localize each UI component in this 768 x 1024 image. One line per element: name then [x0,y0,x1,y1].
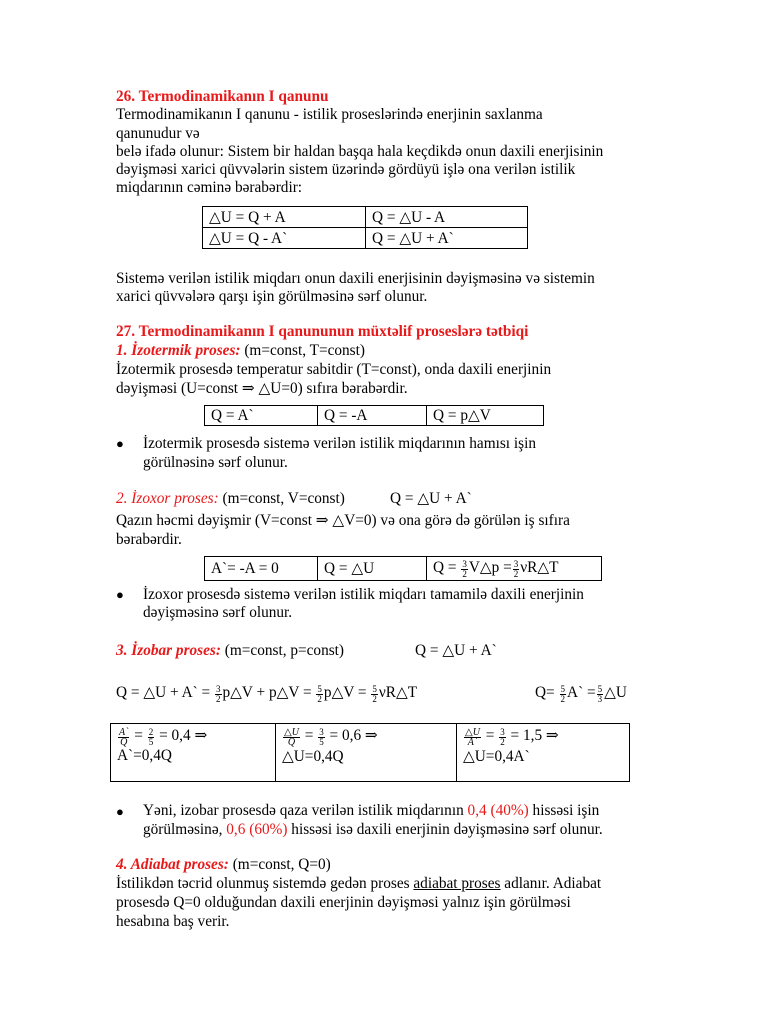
p2-heading [116,490,345,508]
p4-heading [116,856,331,874]
fraction: $\frac{5}{3}$ [597,684,603,704]
s26-line-1: Termodinamikanın I qanunu - istilik proseslərində enerjinin saxlanma [116,106,543,123]
p2-cond: (m=const, V=const) [218,490,345,507]
fraction: $\frac{5}{2}$ [560,684,566,704]
p3-bullet-2: görülməsinə, 0,6 (60%) hissəsi isə daxili enerjinin dəyişməsinə sərf olunur. [143,821,603,838]
isochoric-table [204,556,602,581]
bullet-icon: ● [116,587,124,602]
fraction: $\frac{5}{2}$ [372,684,377,704]
isothermal-table [204,405,544,426]
p2-line-2: bərabərdir. [116,531,182,548]
p3-head: 3. İzobar proses: [116,642,221,659]
fraction: $\frac{3}{2}$ [462,559,467,579]
p4-line-1: İstilikdən təcrid olunmuş sistemdə gedən proses adiabat proses adlanır. Adiabat [116,875,602,892]
isochoric-formula-cell: Q = $\frac{3}{2}$ V△p = $\frac{3}{2}$ νR△T [427,557,602,581]
p3-cond: (m=const, p=const) [220,642,345,659]
first-law-cell: △U = Q + A [203,207,366,228]
first-law-cell: Q = △U + A` [366,228,528,249]
p1-bullet-2: görülnəsinə sərf olunur. [143,454,288,471]
first-law-cell: △U = Q - A` [203,228,366,249]
p1-heading [116,342,365,360]
p3-heading [116,642,344,660]
p4-head: 4. Adiabat proses: [116,856,229,873]
p3-equation: Q = △U + A` = $\frac{3}{2}$ p△V + p△V = $\frac{5}{2}$ p△V = $\frac{5}{2}$ νR△T [116,684,418,704]
first-law-table [202,206,528,249]
isothermal-cell: Q = A` [205,406,318,426]
p2-bullet-1: İzoxor prosesdə sistemə verilən istilik miqdarı tamamilə daxili enerjinin [143,586,584,603]
p2-bullet-2: dəyişməsinə sərf olunur. [143,604,293,621]
p1-cond: (m=const, T=const) [240,342,365,359]
bullet-icon: ● [116,436,124,451]
fraction: $\frac{3}{2}$ [216,684,221,704]
s26-line-3: belə ifadə olunur: Sistem bir haldan başqa hala keçdikdə onun daxili enerjisinin [116,143,604,160]
section-27-title: 27. Termodinamikanın I qanununun müxtəlif proseslərə tətbiqi [116,323,529,340]
s26-line-5: miqdarının cəminə bərabərdir: [116,179,303,196]
p4-cond: (m=const, Q=0) [228,856,331,873]
p1-line-1: İzotermik prosesdə temperatur sabitdir (T=const), onda daxili enerjinin [116,361,552,378]
ratio-cell: $\frac{A`}{Q}$ = $\frac{2}{5}$ = 0,4 ⇒ A`=0,4Q [111,724,276,782]
p2-formula: Q = △U + A` [390,490,472,507]
p2-line-1: Qazın həcmi dəyişmir (V=const ⇒ △V=0) və ona görə də görülən iş sıfıra [116,512,570,529]
first-law-cell: Q = △U - A [366,207,528,228]
section-26-title: 26. Termodinamikanın I qanunu [116,88,329,105]
p1-bullet-1: İzotermik prosesdə sistemə verilən istilik miqdarının hamısı işin [143,435,536,452]
ratio-cell: $\frac{\triangle U}{Q}$ = $\frac{3}{5}$ = 0,6 ⇒ △U=0,4Q [276,724,457,782]
p4-line-3: hesabına baş verir. [116,913,230,930]
s26-line-2: qanunudur və [116,125,200,142]
bullet-icon: ● [116,804,124,819]
isochoric-cell: Q = △U [318,557,427,581]
p3-formula: Q = △U + A` [415,642,497,659]
p4-line-2: prosesdə Q=0 olduğundan daxili enerjinin dəyişməsi yalnız işin görülməsi [116,894,571,911]
isothermal-cell: Q = -A [318,406,427,426]
p3-equation-2: Q= $\frac{5}{2}$ A` = $\frac{5}{3}$ △U [535,684,627,704]
isothermal-cell: Q = p△V [427,406,544,426]
p1-line-2: dəyişməsi (U=const ⇒ △U=0) sıfıra bərabərdir. [116,380,408,397]
p2-head: 2. İzoxor proses: [116,490,219,507]
fraction: $\frac{3}{2}$ [513,559,519,579]
p3-bullet-1: Yəni, izobar prosesdə qaza verilən istilik miqdarının 0,4 (40%) hissəsi işin [143,802,600,819]
s26-after-2: xarici qüvvələrə qarşı işin görülməsinə sərf olunur. [116,288,428,305]
p1-head: 1. İzotermik proses: [116,342,241,359]
s26-line-4: dəyişməsi xarici qüvvələrin sistem üzərində gördüyü işlə ona verilən istilik [116,161,576,178]
isochoric-cell: A`= -A = 0 [205,557,318,581]
isobaric-ratio-table [110,723,630,782]
fraction: $\frac{5}{2}$ [317,684,322,704]
s26-after-1: Sistemə verilən istilik miqdarı onun daxili enerjisinin dəyişməsinə və sistemin [116,270,595,287]
ratio-cell: $\frac{\triangle U}{A`}$ = $\frac{3}{2}$ = 1,5 ⇒ △U=0,4A` [457,724,630,782]
